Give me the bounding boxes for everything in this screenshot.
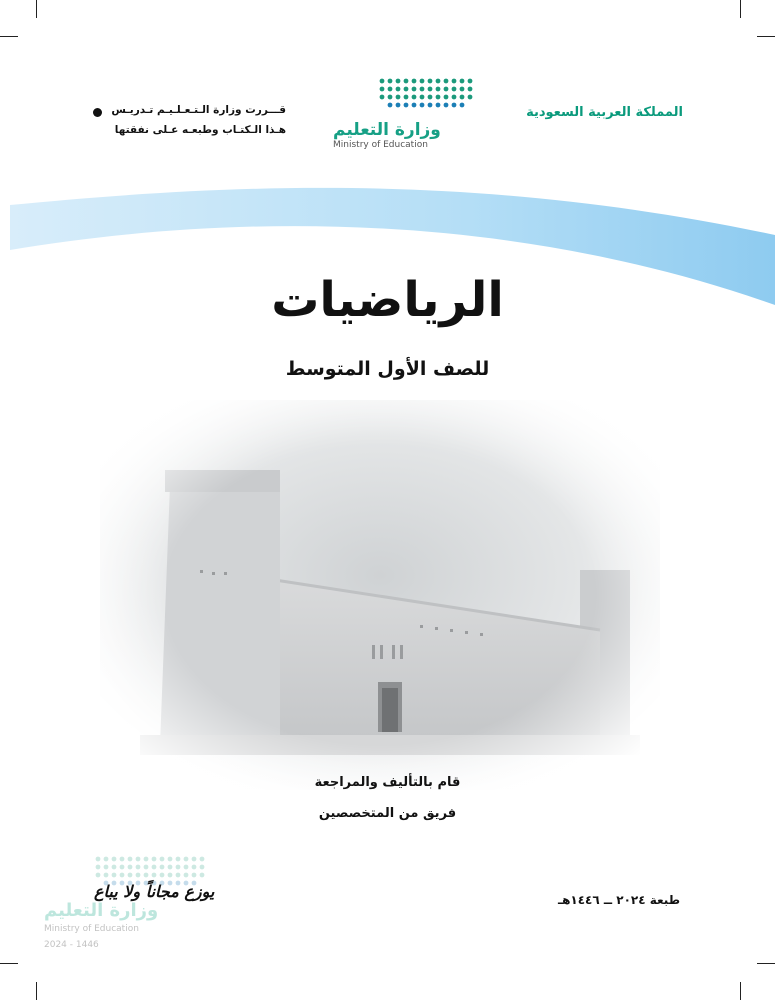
crop-mark <box>740 982 741 1000</box>
decree-line-2: هـذا الـكتـاب وطبعـه عـلى نفقتها <box>114 124 286 136</box>
stamp-years: 2024 - 1446 <box>44 940 99 950</box>
decree-line-1: قـــررت وزارة الـتـعـلـيـم تـدريـس <box>111 104 286 116</box>
crop-mark <box>36 982 37 1000</box>
crop-mark <box>0 36 18 37</box>
grade-subtitle: للصف الأول المتوسط <box>285 358 490 380</box>
crop-mark <box>0 963 18 964</box>
stamp-ministry-ar: وزارة التعليم <box>44 900 159 921</box>
crop-mark <box>757 963 775 964</box>
credit-authoring: قام بالتأليف والمراجعة <box>314 775 461 790</box>
stamp-ministry-en: Ministry of Education <box>44 924 139 934</box>
crop-mark <box>36 0 37 18</box>
decree-text <box>92 100 286 140</box>
crop-mark <box>757 36 775 37</box>
edition-info: طبعة ٢٠٢٤ ــ ١٤٤٦هـ <box>557 893 680 907</box>
free-distribution-signature: يوزع مجاناً ولا يباع <box>94 882 215 901</box>
crop-mark <box>740 0 741 18</box>
kingdom-name: المملكة العربية السعودية <box>526 105 683 120</box>
ministry-name-en: Ministry of Education <box>333 140 428 150</box>
credit-team: فريق من المتخصصين <box>318 806 457 821</box>
fort-illustration <box>100 400 660 790</box>
book-title: الرياضيات <box>271 272 504 328</box>
ministry-name-ar: وزارة التعليم <box>333 120 441 140</box>
